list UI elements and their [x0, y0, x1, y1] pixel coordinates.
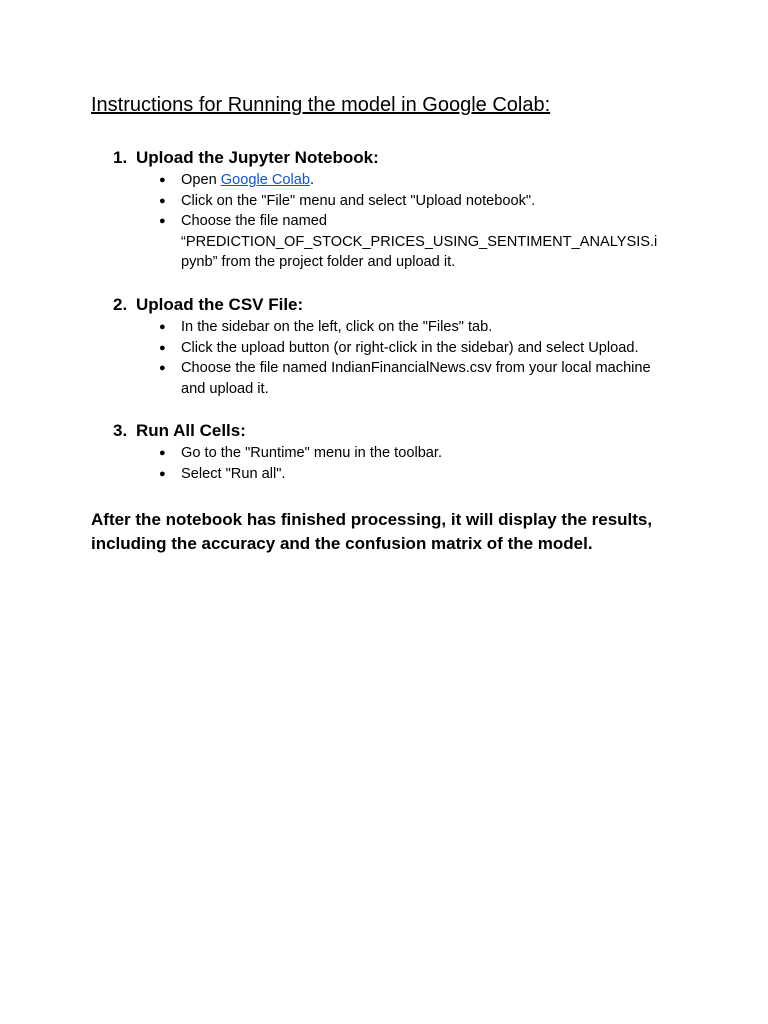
- list-item-text-before: Open: [181, 172, 221, 188]
- list-item: [158, 170, 693, 191]
- section-number: 2.: [113, 295, 128, 314]
- list-item-line: “PREDICTION_OF_STOCK_PRICES_USING_SENTIMENT_ANALYSIS.i: [181, 233, 658, 250]
- section-title: Run All Cells:: [136, 421, 246, 440]
- bullet-icon: ●: [159, 194, 166, 207]
- bullet-list: [113, 170, 693, 273]
- list-item-line: pynb” from the project folder and upload it.: [181, 254, 456, 271]
- list-item-text: Go to the "Runtime" menu in the toolbar.: [181, 445, 443, 461]
- section-heading: [113, 420, 693, 442]
- list-item: [158, 317, 693, 338]
- google-colab-link[interactable]: Google Colab: [220, 172, 311, 188]
- bullet-list: [113, 317, 693, 399]
- bullet-icon: ●: [159, 362, 166, 375]
- section-title: Upload the Jupyter Notebook:: [136, 148, 379, 167]
- list-item: [158, 211, 693, 273]
- list-item-text: Click the upload button (or right-click in the sidebar) and select Upload.: [181, 339, 639, 356]
- list-item-text: Click on the "File" menu and select "Upload notebook".: [181, 192, 536, 209]
- section-heading: [113, 294, 693, 316]
- section-upload-csv: [113, 294, 693, 399]
- bullet-icon: ●: [159, 341, 166, 354]
- document-title: Instructions for Running the model in Google Colab:: [91, 94, 551, 116]
- bullet-icon: ●: [159, 321, 166, 333]
- list-item-line: Choose the file named: [181, 213, 328, 230]
- summary-paragraph: After the notebook has finished processing, it will display the results, including the accuracy and the confusion matrix of the model.: [91, 510, 653, 553]
- bullet-icon: ●: [159, 447, 166, 459]
- section-upload-notebook: [113, 147, 693, 273]
- list-item: [158, 358, 693, 399]
- list-item-text: Select "Run all".: [181, 465, 286, 482]
- bullet-list: [113, 443, 693, 484]
- bullet-icon: ●: [159, 215, 166, 228]
- bullet-icon: ●: [159, 174, 166, 186]
- list-item: [158, 464, 693, 485]
- list-item-text: In the sidebar on the left, click on the "Files" tab.: [181, 319, 493, 335]
- section-title: Upload the CSV File:: [136, 295, 304, 314]
- section-run-all-cells: [113, 420, 693, 484]
- list-item: [158, 191, 693, 212]
- list-item-text: Choose the file named IndianFinancialNews.csv from your local machine and upload it.: [181, 360, 651, 397]
- list-item-text-after: .: [310, 172, 315, 188]
- section-heading: [113, 147, 693, 169]
- list-item: [158, 338, 693, 359]
- section-number: 1.: [113, 148, 128, 167]
- list-item-text: [181, 170, 673, 191]
- list-item: [158, 443, 693, 464]
- section-number: 3.: [113, 421, 128, 440]
- list-item-text: [181, 211, 673, 273]
- bullet-icon: ●: [159, 467, 166, 480]
